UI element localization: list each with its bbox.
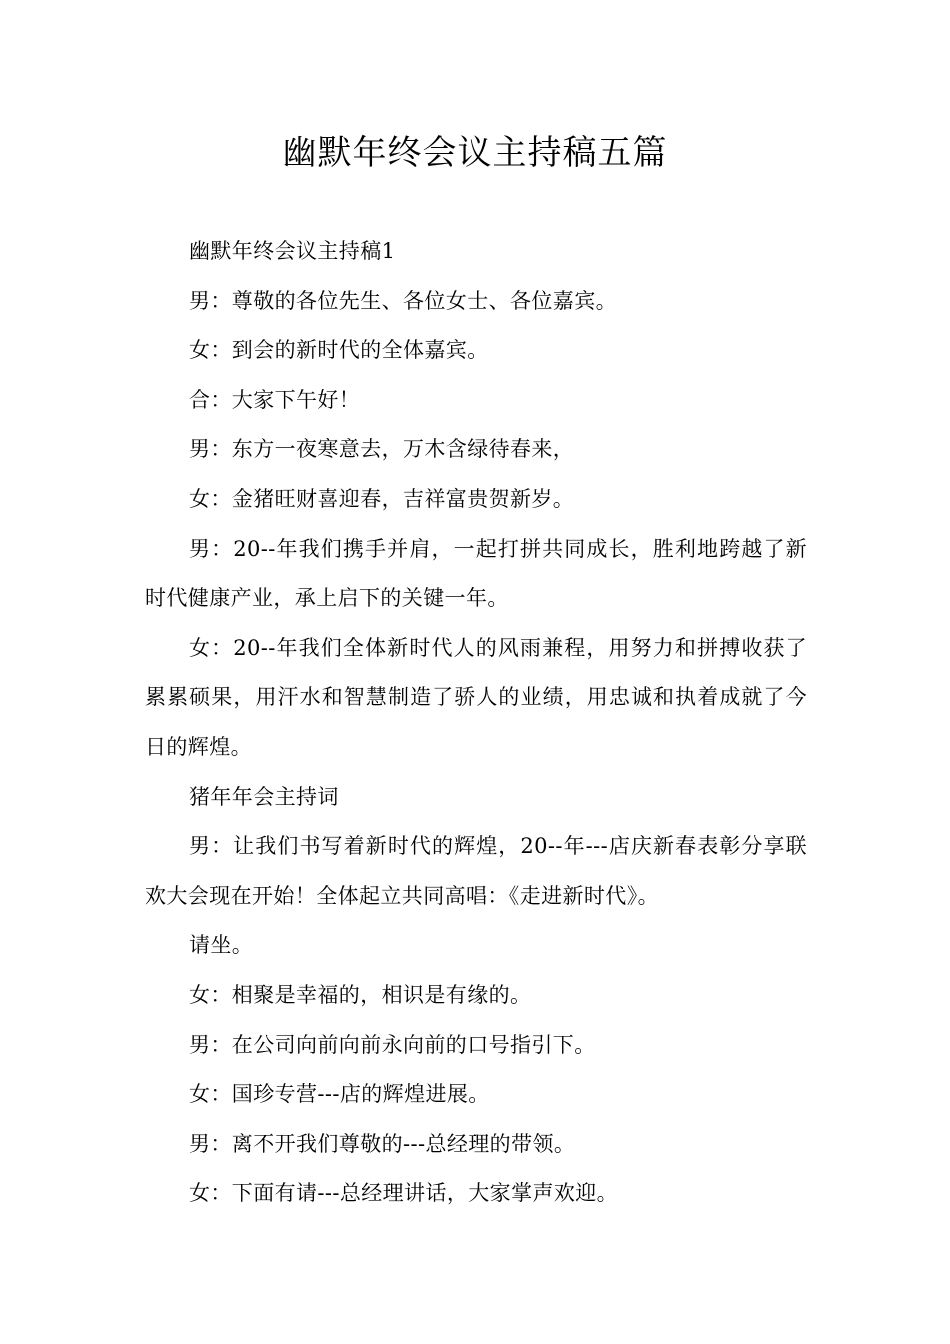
paragraph: 男：尊敬的各位先生、各位女士、各位嘉宾。	[189, 288, 617, 313]
paragraph: 幽默年终会议主持稿1	[189, 239, 396, 263]
paragraph: 男：20--年我们携手并肩，一起打拼共同成长，胜利地跨越了新时代健康产业，承上启下的关键一年。	[145, 536, 807, 611]
paragraph: 女：20--年我们全体新时代人的风雨兼程，用努力和拼搏收获了累累硕果，用汗水和智慧制造了骄人的业绩，用忠诚和执着成就了今日的辉煌。	[145, 635, 807, 759]
paragraph: 男：离不开我们尊敬的---总经理的带领。	[189, 1131, 576, 1156]
document-body	[145, 227, 807, 1219]
paragraph: 女：国珍专营---店的辉煌进展。	[189, 1082, 490, 1107]
paragraph: 女：相聚是幸福的，相识是有缘的。	[189, 982, 532, 1007]
paragraph: 男：东方一夜寒意去，万木含绿待春来，	[189, 437, 575, 462]
paragraph: 女：下面有请---总经理讲话，大家掌声欢迎。	[189, 1181, 619, 1206]
paragraph: 女：到会的新时代的全体嘉宾。	[189, 338, 489, 363]
paragraph: 猪年年会主持词	[189, 784, 339, 809]
paragraph: 男：在公司向前向前永向前的口号指引下。	[189, 1032, 596, 1057]
paragraph: 男：让我们书写着新时代的辉煌，20--年---店庆新春表彰分享联欢大会现在开始！全体起立共同高唱：《走进新时代》。	[145, 834, 807, 908]
paragraph: 女：金猪旺财喜迎春，吉祥富贵贺新岁。	[189, 486, 575, 511]
paragraph: 合：大家下午好！	[189, 387, 361, 412]
paragraph: 请坐。	[189, 933, 254, 958]
document-title: 幽默年终会议主持稿五篇	[282, 133, 668, 173]
